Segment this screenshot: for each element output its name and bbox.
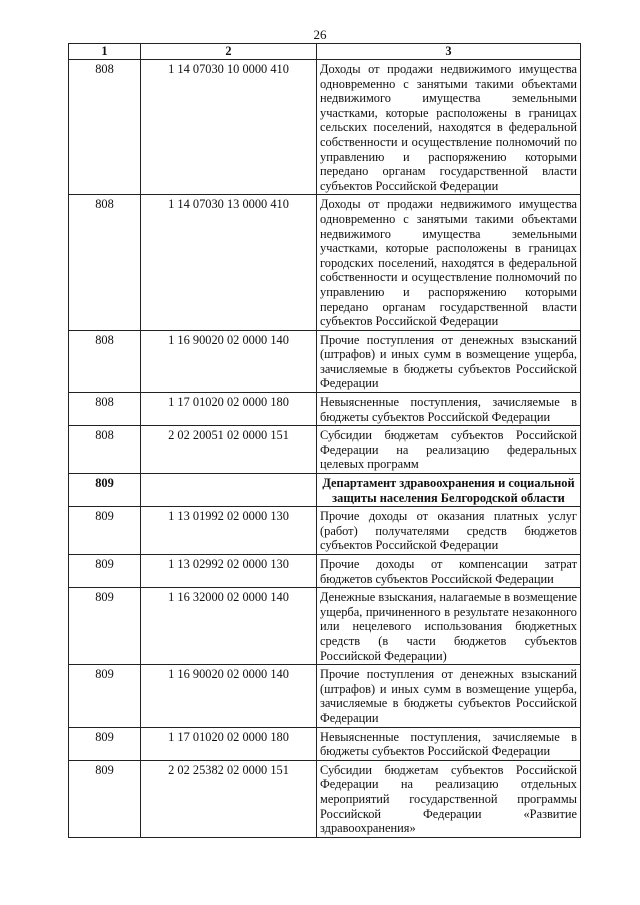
admin-code-cell: 809 [69,588,141,665]
admin-code-cell: 808 [69,393,141,426]
table-row [69,727,581,760]
admin-code-cell: 809 [69,555,141,588]
column-header-2: 2 [141,44,317,60]
revenue-code-cell: 2 02 20051 02 0000 151 [141,426,317,474]
revenue-description-cell: Субсидии бюджетам субъектов Российской Федерации на реализацию федеральных целевых программ [317,426,581,474]
revenue-description-cell: Субсидии бюджетам субъектов Российской Федерации на реализацию отдельных мероприятий государственной программы Российской Федерации «Развитие здравоохранения» [317,760,581,837]
admin-code-cell: 808 [69,330,141,392]
table-row [69,555,581,588]
column-header-3: 3 [317,44,581,60]
table-row [69,507,581,555]
revenue-code-cell: 1 16 90020 02 0000 140 [141,330,317,392]
table-row [69,60,581,195]
revenue-description-cell: Денежные взыскания, налагаемые в возмещение ущерба, причиненного в результате незаконного или нецелевого использования бюджетных средств (в части бюджетов субъектов Российской Федерации) [317,588,581,665]
table-row [69,760,581,837]
table-header-row [69,44,581,60]
revenue-code-cell: 1 17 01020 02 0000 180 [141,727,317,760]
revenue-code-cell: 1 17 01020 02 0000 180 [141,393,317,426]
admin-code-cell: 808 [69,60,141,195]
table-row [69,195,581,330]
page-number: 26 [313,27,327,42]
column-header-1: 1 [69,44,141,60]
revenue-code-cell [141,474,317,507]
revenue-code-cell: 2 02 25382 02 0000 151 [141,760,317,837]
revenue-code-cell: 1 16 32000 02 0000 140 [141,588,317,665]
admin-code-cell: 809 [69,665,141,727]
table-row [69,588,581,665]
table-row [69,426,581,474]
admin-code-cell: 809 [69,727,141,760]
admin-code-cell: 809 [69,474,141,507]
revenue-code-cell: 1 13 01992 02 0000 130 [141,507,317,555]
table-row [69,330,581,392]
table-row [69,393,581,426]
revenue-description-cell: Прочие поступления от денежных взысканий (штрафов) и иных сумм в возмещение ущерба, зачисляемые в бюджеты субъектов Российской Федерации [317,665,581,727]
revenue-code-table [68,43,581,838]
revenue-code-cell: 1 16 90020 02 0000 140 [141,665,317,727]
revenue-code-cell: 1 13 02992 02 0000 130 [141,555,317,588]
revenue-description-cell: Прочие доходы от оказания платных услуг (работ) получателями средств бюджетов субъектов Российской Федерации [317,507,581,555]
department-name-cell: Департамент здравоохранения и социальной защиты населения Белгородской области [317,474,581,507]
revenue-code-cell: 1 14 07030 10 0000 410 [141,60,317,195]
revenue-description-cell: Невыясненные поступления, зачисляемые в бюджеты субъектов Российской Федерации [317,393,581,426]
revenue-description-cell: Прочие поступления от денежных взысканий (штрафов) и иных сумм в возмещение ущерба, зачисляемые в бюджеты субъектов Российской Федерации [317,330,581,392]
admin-code-cell: 808 [69,426,141,474]
revenue-description-cell: Доходы от продажи недвижимого имущества одновременно с занятыми такими объектами недвижимого имущества земельными участками, которые расположены в границах сельских поселений, находятся в федеральной собственности и осуществление полномочий по управлению и распоряжению которыми передано органам государственной власти субъектов Российской Федерации [317,60,581,195]
table-row [69,665,581,727]
revenue-code-cell: 1 14 07030 13 0000 410 [141,195,317,330]
revenue-description-cell: Невыясненные поступления, зачисляемые в бюджеты субъектов Российской Федерации [317,727,581,760]
section-header-row [69,474,581,507]
admin-code-cell: 809 [69,507,141,555]
admin-code-cell: 808 [69,195,141,330]
revenue-description-cell: Прочие доходы от компенсации затрат бюджетов субъектов Российской Федерации [317,555,581,588]
revenue-description-cell: Доходы от продажи недвижимого имущества одновременно с занятыми такими объектами недвижимого имущества земельными участками, которые расположены в границах городских поселений, находятся в федеральной собственности и осуществление полномочий по управлению и распоряжению которыми передано органам государственной власти субъектов Российской Федерации [317,195,581,330]
admin-code-cell: 809 [69,760,141,837]
